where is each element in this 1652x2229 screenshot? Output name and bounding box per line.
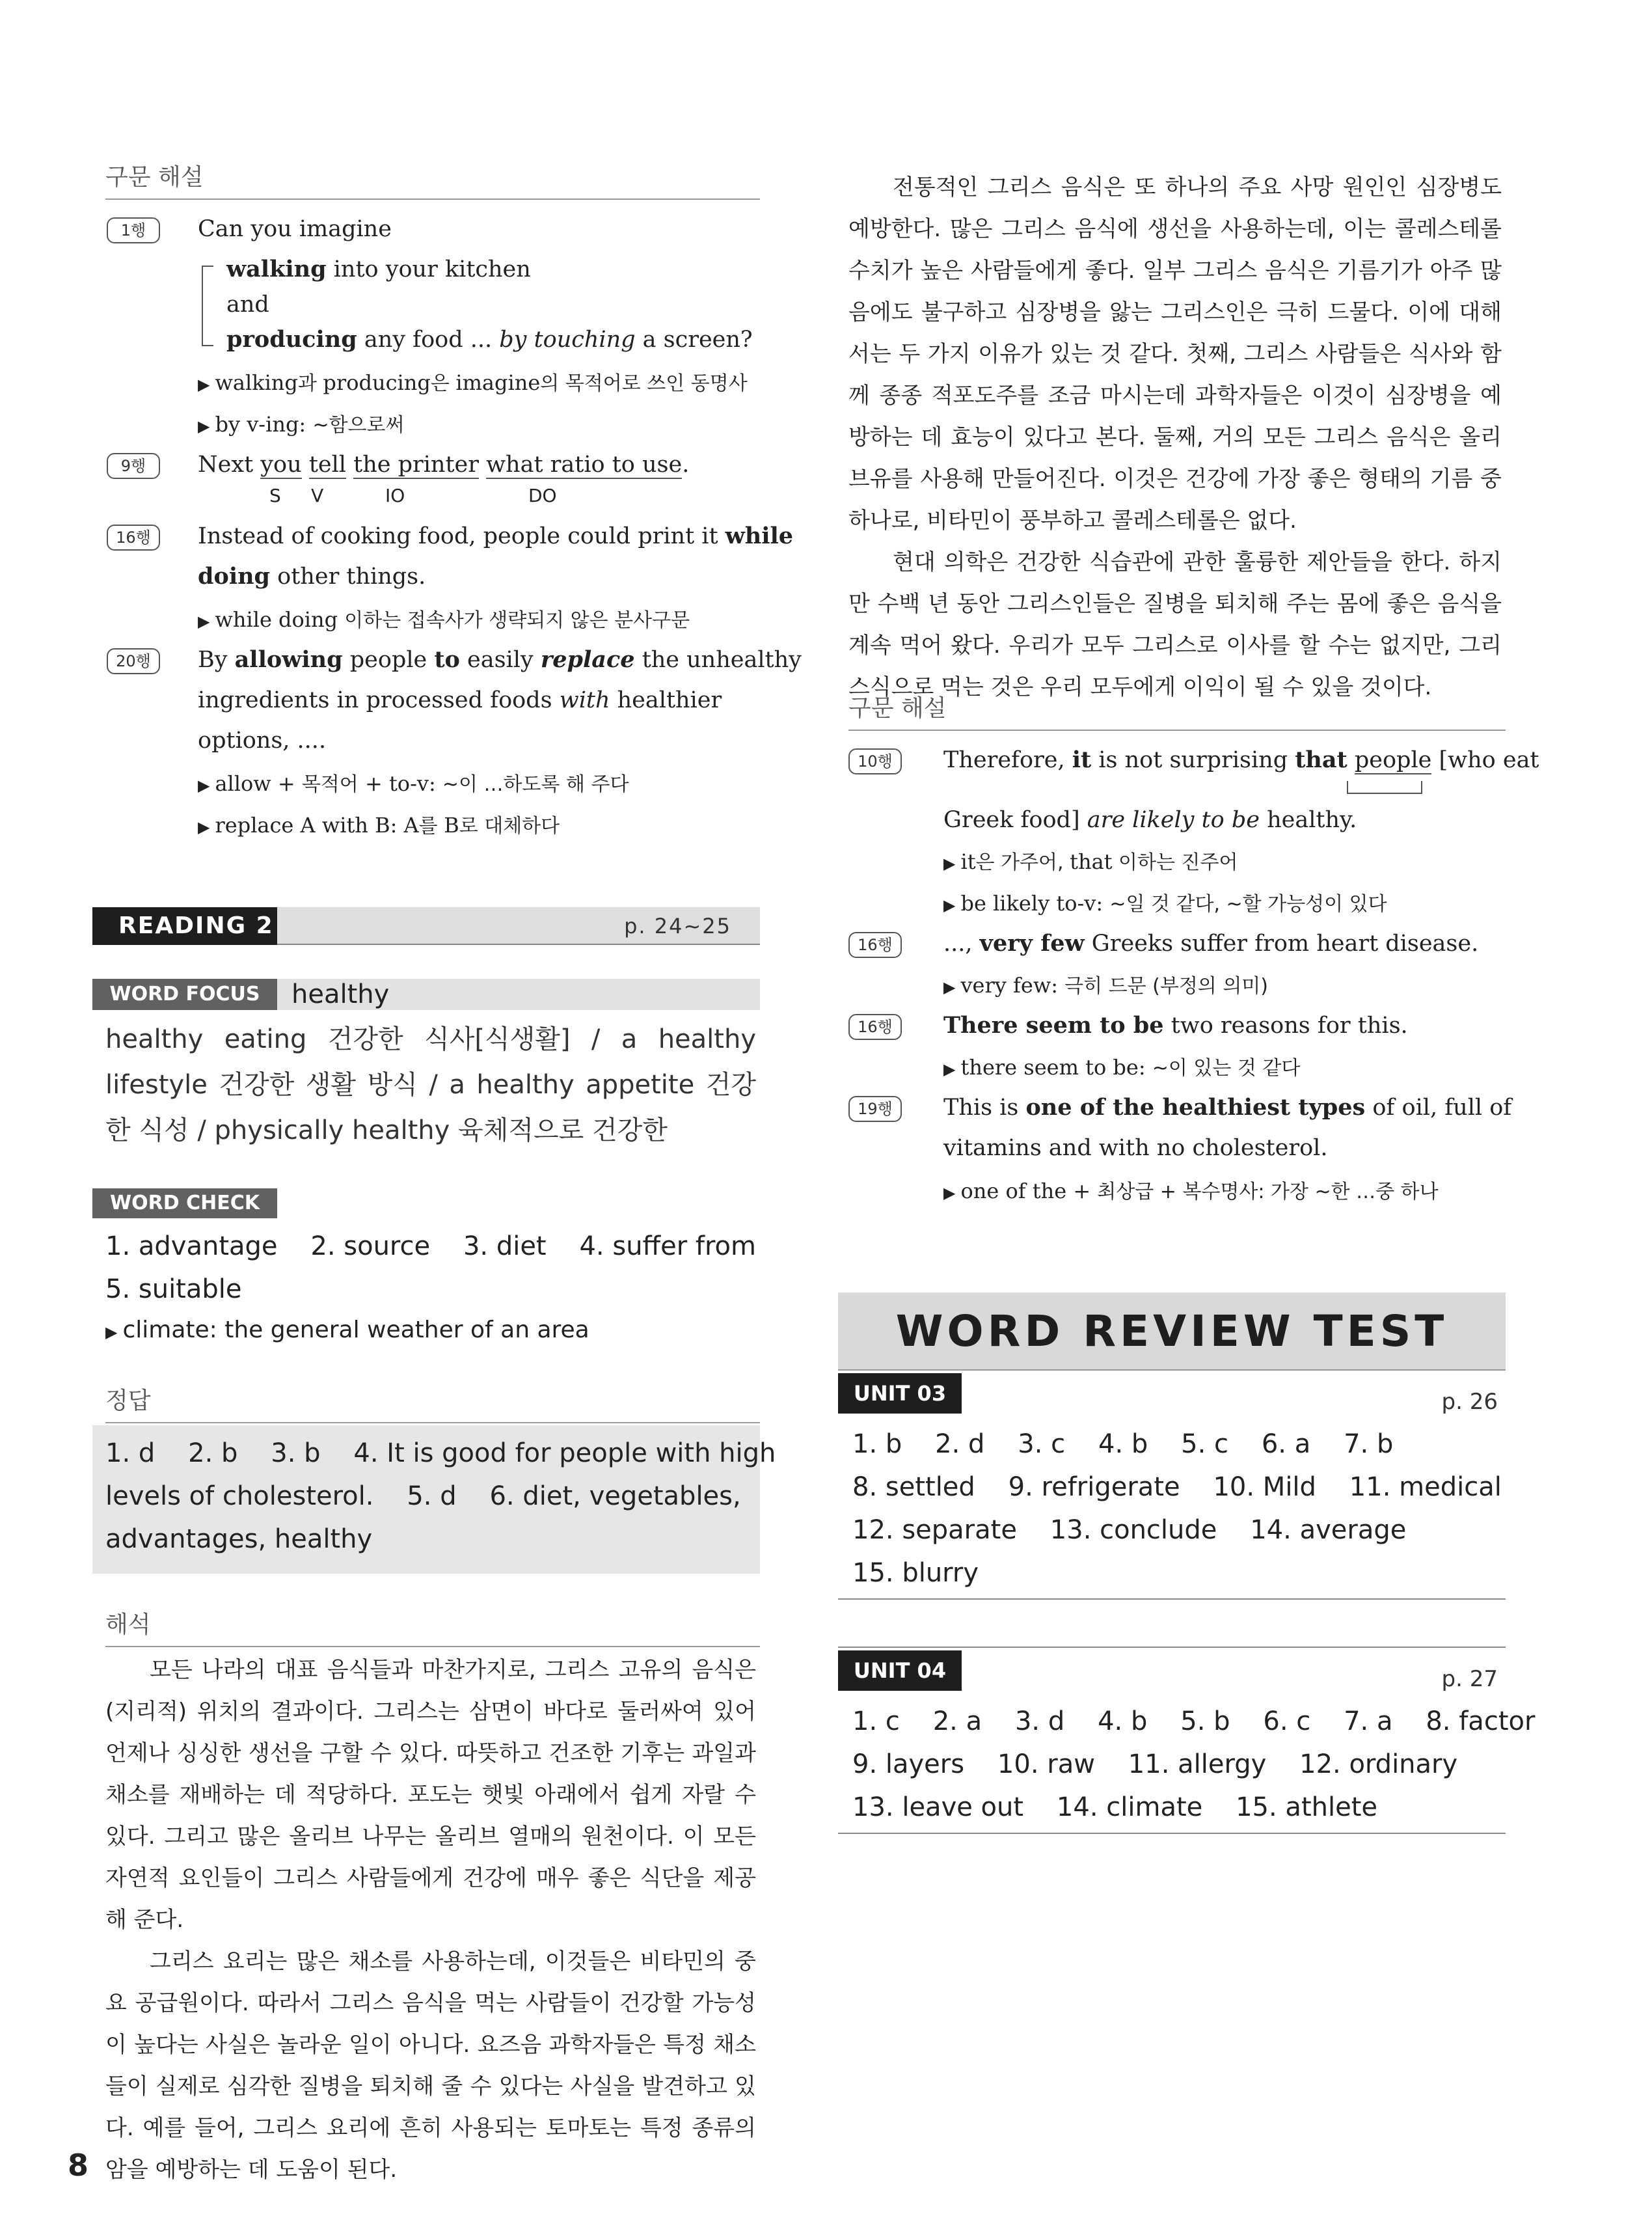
triangle-icon: ▶ — [198, 818, 210, 836]
answer-line: 1. d 2. b 3. b 4. It is good for people with high — [105, 1438, 776, 1468]
translation-paragraph: 그리스 요리는 많은 채소를 사용하는데, 이것들은 비타민의 중요 공급원이다. 따라서 그리스 음식을 먹는 사람들이 건강할 가능성이 높다는 사실은 놀라운 일이 아니다. 요즈음 과학자들은 특정 채소들이 실제로 심각한 질병을 퇴치해 줄 수 있다는 사실을 발견하고 있다. 예를 들어, 그리스 요리에 흔히 사용되는 토마토는 특정 종류의 암을 예방하는 데 도움이 된다. — [105, 1949, 756, 2183]
line-badge: 16행 — [848, 932, 902, 958]
divider — [838, 1833, 1506, 1834]
line-badge: 1행 — [107, 217, 160, 243]
syntax-sentence: producing any food ... by touching a screen? — [226, 326, 753, 353]
review-title: WORD REVIEW TEST — [895, 1306, 1448, 1356]
unit-answer-line: 9. layers 10. raw 11. allergy 12. ordinary — [852, 1749, 1458, 1779]
syntax-title: 구문 해설 — [105, 159, 760, 200]
translation-paragraph: 현대 의학은 건강한 식습관에 관한 훌륭한 제안들을 한다. 하지만 수백 년 동안 그리스인들은 질병을 퇴치해 주는 몸에 좋은 음식을 계속 먹어 왔다. 우리가 모두 그리스로 이사를 할 수는 없지만, 그리스식으로 먹는 것은 우리 모두에게 이익이 될 수 있을 것이다. — [848, 549, 1502, 700]
grammar-label: DO — [528, 485, 557, 506]
unit-answer-line: 15. blurry — [852, 1558, 979, 1588]
reading-pages: p. 24~25 — [624, 914, 731, 938]
syntax-sentence: ..., very few Greeks suffer from heart disease. — [943, 930, 1479, 957]
answer-title: 정답 — [105, 1382, 760, 1423]
syntax-note: ▶ allow + 목적어 + to-v: ~이 …하도록 해 주다 — [198, 771, 629, 796]
syntax-sentence: doing other things. — [198, 563, 426, 590]
syntax-note: ▶ replace A with B: A를 B로 대체하다 — [198, 813, 560, 838]
unit-label: UNIT 03 — [838, 1373, 962, 1414]
triangle-icon: ▶ — [198, 376, 210, 394]
unit-answer-line: 1. c 2. a 3. d 4. b 5. b 6. c 7. a 8. factor — [852, 1706, 1536, 1736]
syntax-sentence: Greek food] are likely to be healthy. — [943, 807, 1357, 833]
bracket — [1347, 781, 1422, 794]
line-badge: 9행 — [107, 453, 160, 479]
word-focus-text: healthy eating 건강한 식사[식생활] / a healthy lifestyle 건강한 생활 방식 / a healthy appetite 건강한 식성 / physically healthy 육체적으로 건강한 — [105, 1024, 756, 1145]
grammar-label: S — [269, 485, 281, 506]
triangle-icon: ▶ — [943, 978, 956, 996]
answer-line: levels of cholesterol. 5. d 6. diet, vegetables, — [105, 1481, 741, 1511]
answer-line: advantages, healthy — [105, 1524, 373, 1554]
syntax-sentence: options, .... — [198, 728, 327, 754]
translation-paragraph: 전통적인 그리스 음식은 또 하나의 주요 사망 원인인 심장병도 예방한다. 많은 그리스 음식에 생선을 사용하는데, 이는 콜레스테롤 수치가 높은 사람들에게 좋다. 일부 그리스 음식은 기름기가 아주 많음에도 불구하고 심장병을 앓는 그리스인은 극히 드물다. 이에 대해서는 두 가지 이유가 있는 것 같다. 첫째, 그리스 사람들은 식사와 함께 종종 적포도주를 조금 마시는데 과학자들은 이것이 심장병을 예방하는 데 효능이 있다고 본다. 둘째, 거의 모든 그리스 음식은 올리브유를 사용해 만들어진다. 이것은 건강에 가장 좋은 형태의 기름 중 하나로, 비타민이 풍부하고 콜레스테롤은 없다. — [848, 174, 1502, 534]
triangle-icon: ▶ — [943, 855, 956, 873]
page-number: 8 — [68, 2148, 89, 2183]
unit-label: UNIT 04 — [838, 1650, 962, 1691]
reading-label: READING 2 — [92, 907, 277, 945]
line-badge: 16행 — [848, 1014, 902, 1040]
word-focus-word: healthy — [291, 979, 390, 1009]
word-check-answers: 5. suitable — [105, 1274, 242, 1304]
line-badge: 10행 — [848, 748, 902, 774]
unit-answer-line: 8. settled 9. refrigerate 10. Mild 11. medical — [852, 1472, 1502, 1502]
unit-answer-line: 1. b 2. d 3. c 4. b 5. c 6. a 7. b — [852, 1429, 1394, 1459]
line-badge: 19행 — [848, 1096, 902, 1122]
syntax-sentence: Can you imagine — [198, 216, 392, 242]
triangle-icon: ▶ — [943, 896, 956, 914]
translation-title: 해석 — [105, 1606, 760, 1647]
word-focus-label: WORD FOCUS — [92, 979, 277, 1010]
triangle-icon: ▶ — [198, 612, 210, 631]
unit-page: p. 27 — [1441, 1666, 1498, 1692]
unit-answer-line: 13. leave out 14. climate 15. athlete — [852, 1792, 1377, 1822]
syntax-note: ▶ be likely to-v: ~일 것 같다, ~할 가능성이 있다 — [943, 891, 1387, 916]
translation-paragraph: 모든 나라의 대표 음식들과 마찬가지로, 그리스 고유의 음식은 (지리적) 위치의 결과이다. 그리스는 삼면이 바다로 둘러싸여 있어 언제나 싱싱한 생선을 구할 수 있다. 따뜻하고 건조한 기후는 과일과 채소를 재배하는 데 적당하다. 포도는 햇빛 아래에서 쉽게 자랄 수 있다. 그리고 많은 올리브 나무는 올리브 열매의 원천이다. 이 모든 자연적 요인들이 그리스 사람들에게 건강에 매우 좋은 식단을 제공해 준다. — [105, 1657, 756, 1933]
word-check-label: WORD CHECK — [92, 1188, 277, 1218]
syntax-sentence: By allowing people to easily replace the unhealthy — [198, 646, 802, 673]
syntax-sentence: vitamins and with no cholesterol. — [943, 1135, 1328, 1161]
syntax-sentence: This is one of the healthiest types of oil, full of — [943, 1094, 1512, 1121]
unit-answer-line: 12. separate 13. conclude 14. average — [852, 1515, 1407, 1545]
syntax-sentence: Next you tell the printer what ratio to use. — [198, 452, 690, 478]
syntax-note: ▶ very few: 극히 드문 (부정의 의미) — [943, 973, 1268, 998]
triangle-icon: ▶ — [943, 1184, 956, 1202]
translation-text — [105, 1649, 756, 2191]
syntax-title: 구문 해설 — [848, 690, 1506, 731]
word-check-note: ▶ climate: the general weather of an area — [105, 1317, 589, 1343]
line-badge: 20행 — [107, 648, 160, 674]
syntax-note: ▶ one of the + 최상급 + 복수명사: 가장 ~한 …중 하나 — [943, 1179, 1439, 1203]
translation-text — [848, 167, 1502, 708]
divider — [838, 1598, 1506, 1600]
syntax-note: ▶ walking과 producing은 imagine의 목적어로 쓰인 동명사 — [198, 370, 748, 395]
grammar-label: IO — [385, 485, 405, 506]
syntax-sentence: walking into your kitchen — [226, 256, 531, 282]
syntax-note: ▶ while doing 이하는 접속사가 생략되지 않은 분사구문 — [198, 607, 690, 632]
syntax-sentence: Therefore, it is not surprising that people [who eat — [943, 746, 1539, 773]
syntax-note: ▶ there seem to be: ~이 있는 것 같다 — [943, 1055, 1301, 1080]
unit-page: p. 26 — [1441, 1389, 1498, 1415]
syntax-sentence: Instead of cooking food, people could print it while — [198, 523, 794, 549]
word-check-answers: 1. advantage 2. source 3. diet 4. suffer from — [105, 1231, 756, 1261]
syntax-sentence: There seem to be two reasons for this. — [943, 1012, 1408, 1039]
bracket — [202, 266, 213, 346]
triangle-icon: ▶ — [198, 776, 210, 795]
triangle-icon: ▶ — [943, 1060, 956, 1078]
syntax-note: ▶ it은 가주어, that 이하는 진주어 — [943, 849, 1238, 874]
syntax-sentence: and — [226, 292, 269, 318]
triangle-icon: ▶ — [105, 1323, 118, 1341]
syntax-note: ▶ by v-ing: ~함으로써 — [198, 412, 405, 437]
syntax-sentence: ingredients in processed foods with healthier — [198, 687, 722, 713]
line-badge: 16행 — [107, 525, 160, 551]
triangle-icon: ▶ — [198, 417, 210, 435]
grammar-label: V — [311, 485, 324, 506]
divider — [838, 1647, 1506, 1648]
